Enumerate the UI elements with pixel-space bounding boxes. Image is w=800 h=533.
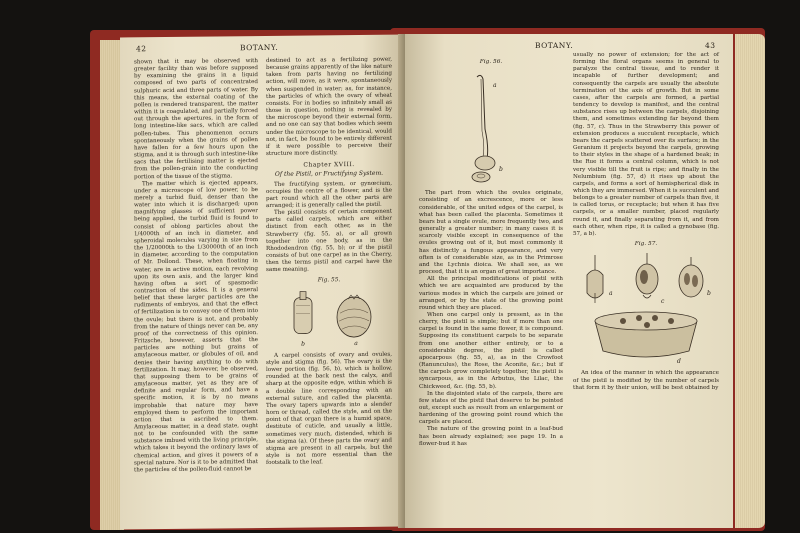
- chapter-heading: Chapter XVIII.: [303, 161, 355, 169]
- right-page-number: 43: [705, 41, 716, 50]
- right-column-2: [573, 52, 719, 522]
- fig55-b-pistil: [294, 291, 312, 333]
- figure-55-label: Fig. 55.: [317, 276, 341, 283]
- paragraph: usually no power of extension; for the act of forming the floral organs seems in general to paralyze the central tissue, and to render it incapable of further development; and consequently the carpels are usually the absolute termination of the axis of growth. But in some cases, after the carpels are formed, a partial tendency to develop is manifest, and the central substance rises up between the carpels, disjoining them, and sometimes extending far beyond them (fig. 57, c). Thus in the Strawberry this power of extension produces a succulent receptacle, which bears the carpels scattered over its surface; in the Geranium it projects beyond the carpels, growing to their styles in the shape of a hardened beak; in the Rue it forms a central column, which is not very visible till the fruit is ripe; and finally in the Nelumbium (fig. 57, d) it rises up about the carpels, and forms a sort of hemispherical disk in which they are immersed. When it is succulent and belongs to a greater number of carpels than five, it is called torus, or receptacle; but when it has five carpels, or a smaller number, placed regularly round it, and finally separating from it, and from each other, when ripe, it is called a gynobase (fig. 57, a b).: [573, 52, 719, 237]
- paragraph: The pistil consists of certain component parts called carpels, which are either distinct from each other, as in the Strawberry (fig. 55, a), or all grown together into one body, as in the Rhododendron (fig. 55, b); or if the pistil consists of but one carpel as in the Cherry, then the terms pistil and carpel have the same meaning.: [266, 208, 392, 274]
- left-column-2: [266, 57, 392, 524]
- left-column-1: [134, 58, 258, 525]
- right-column-1: [419, 56, 563, 524]
- paragraph: The part from which the ovules originate, consisting of an excrescence, more or less considerable, of the united edges of the carpel, is what has been called the placenta. Sometimes it bears but a single ovule, more frequently two, and generally a greater number; in many cases it is scarcely visible except in consequence of the ovules growing out of it, but most commonly it has distinctly a fungous appearance, and very often is of considerable size, as in the Primrose and the Lychnis dioica. We shall see, as we proceed, that it is an organ of great importance.: [419, 190, 563, 276]
- fig55-a-pistil: [337, 295, 371, 337]
- fig57-a: [587, 255, 603, 303]
- paragraph: The matter which is ejected appears, under a microscope of low power, to be merely a turbid fluid, denser than the water into which it is discharged; upon magnifying glasses of sufficient power being applied, the turbid fluid is found to consist of oblong particles about the 1/4000th of an inch in diameter, and spheroidal molecules varying in size from the 1/20000th to the 1/30000th of an inch in diameter, according to the computation of Mr. Dollond. These, when floating in water, are in active motion, each revolving upon its own axis, and the larger kind having often a sort of spasmodic contraction of the sides. It is a general belief that these larger particles are the rudiments of embryos, and that the effect of fertilization is to convey one of them into the ovule; but there is not, and probably from the nature of things never can be, any proof of the correctness of this opinion. Fritzsche, however, asserts that the particles are nothing but grains of amylaceous matter, or globules of oil, and denies their having anything to do with fertilization. It may, however, be observed, that supposing them to be grains of amylaceous matter, yet as they are of definite and regular form, and have a specific motion, it is by no means improbable that nature may have employed them to perform the important action that is ascribed to them. Amylaceous matter, in a dead state, ought not to be confounded with the same substance imbued with the living principle, which takes it beyond the ordinary laws of chemical action, and gives it powers of a special nature. Nor is it to be admitted that the particles of the pollen-fluid cannot be: [134, 179, 258, 474]
- fig56-carpel: [472, 76, 495, 183]
- paragraph: destined to act as a fertilizing power, because grains apparently of the like nature taken from parts having no fertilizing action, will move, as it were, spontaneously when suspended in water; as, for instance, the particles of which the ovary of wheat consists. For in bodies so infinitely small as those in question, nothing is revealed by the microscope beyond their external form, and no one can say that bodies which seem under the microscope to be identical, would not, in fact, be found to be entirely different if it were possible to perceive their structure more distinctly.: [266, 56, 392, 157]
- page-edges-right: [735, 34, 765, 528]
- paragraph: In the disjointed state of the carpels, there are few states of the pistil that deserve to be pointed out, except such as result from an enlargement or hardening of the growing point round which the carpels are placed.: [419, 390, 563, 426]
- right-page: [405, 34, 733, 528]
- paragraph: The fructifying system, or gynœcium, occupies the centre of a flower, and is the part round which all the other parts are arranged; it is generally called the pistil.: [266, 180, 392, 209]
- figure-57-label: Fig. 57.: [634, 241, 658, 248]
- paragraph: shown that it may be observed with greater facility than was before supposed by examining the grains in a liquid composed of two parts of concentrated sulphuric acid and three parts of water. By this means, the external coating of the pollen is rendered transparent, the matter within it is coagulated, and partially forced out through the apertures, in the form of long intestine-like sacs, which are called pollen-tubes. This phenomenon occurs spontaneously when the grains of pollen have fallen for a few hours upon the stigma, and it is through such intestine-like sacs that the fertilising matter is ejected from the pollen-grain into the conducting portion of the tissue of the stigma.: [134, 58, 258, 180]
- fig56-letter-b: b: [499, 166, 503, 174]
- paragraph: An idea of the manner in which the appearance of the pistil is modified by the number of carpels that form it by their union, will be best obtained by: [573, 370, 719, 391]
- right-running-title: BOTANY.: [535, 41, 574, 50]
- fig57-b: [679, 257, 703, 297]
- fig57-d-nelumbium: [595, 312, 697, 357]
- paragraph: All the principal modifications of pistil with which we are acquainted are produced by the various modes in which the carpels are joined or arranged, or by the state of the growing point round which they are placed.: [419, 276, 563, 311]
- fig57-c: [636, 253, 658, 298]
- section-title: Of the Pistil, or Fructifying System.: [274, 170, 384, 179]
- paragraph: A carpel consists of ovary and ovules, style and stigma (fig. 56). The ovary is the lower portion (fig. 56, b), which is hollow, rounded at the back next the calyx, and sharp at the opposite edge, within which is a double line corresponding with an external suture, and called the placenta. The ovary tapers upwards into a slender horn or thread, called the style, and on the point of that organ there is a humid space, destitute of cuticle, and usually a little, sometimes very much, distended, which is the stigma (a). Of these parts the ovary and stigma are present in all carpels, but the style is not more essential than the footstalk to the leaf.: [266, 351, 392, 467]
- figure-56-illustration: [419, 69, 563, 187]
- fig55-letter-a: a: [354, 339, 358, 347]
- figure-56-label: Fig. 56.: [479, 59, 503, 65]
- fig55-letter-b: b: [301, 340, 305, 348]
- fig57-letter-d: d: [677, 358, 681, 366]
- paragraph: The nature of the growing point in a leaf-bud has been already explained; see page 19. In a flower-bud it has: [419, 426, 563, 447]
- left-page: [120, 35, 405, 530]
- fig57-letter-c: c: [661, 298, 665, 306]
- fig57-letter-a: a: [609, 290, 613, 298]
- left-running-title: BOTANY.: [240, 42, 279, 53]
- figure-55-illustration: [266, 286, 392, 349]
- left-page-number: 42: [136, 44, 147, 54]
- figure-57-illustration: [573, 251, 719, 367]
- fig56-letter-a: a: [493, 82, 497, 90]
- paragraph: When one carpel only is present, as in the cherry, the pistil is simple; but if more than one carpel is found in the same flower, it is compound. Supposing its constituent carpels to be separate from one another either entirely, or to a considerable degree, the pistil is called apocarpous (fig. 55, a), as in the Crowfoot (Ranunculus), the Rose, the Aconite, &c.; but if the carpels grow completely together, the pistil is syncarpous, as in the Arbutus, the Lilac, the Chickweed, &c. (fig. 55, b).: [419, 311, 563, 390]
- fig57-letter-b: b: [707, 290, 711, 298]
